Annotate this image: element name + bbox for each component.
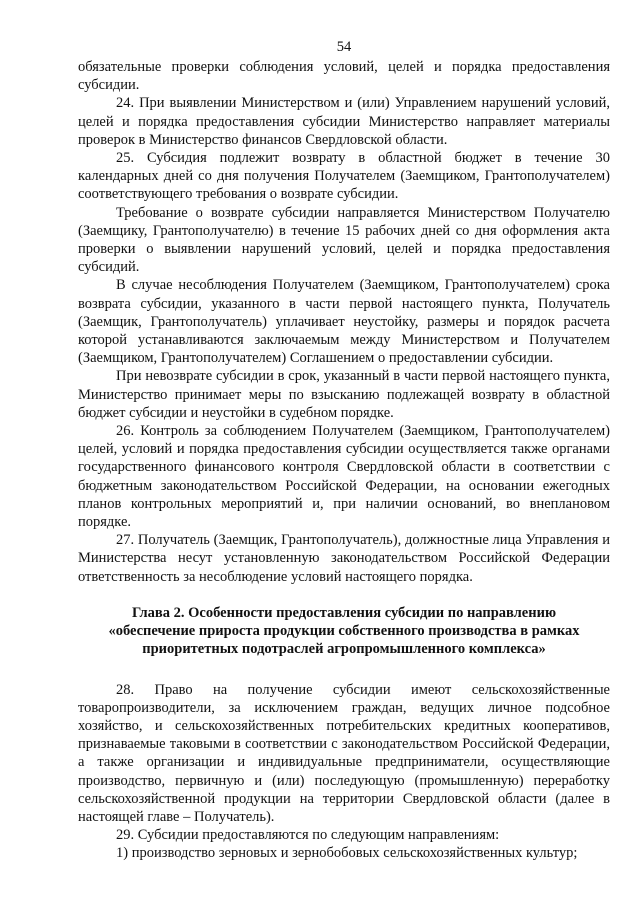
chapter-heading [98,604,590,659]
page-number: 54 [336,39,352,55]
document-page [78,38,610,863]
paragraph: При невозврате субсидии в срок, указанный в части первой настоящего пункта, Министерство принимает меры по взысканию подлежащей возврату в областной бюджет субсидии и неустойки в судебном порядке. [78,368,610,421]
paragraph: обязательные проверки соблюдения условий, целей и порядка предоставления субсидии. [78,59,610,94]
paragraph: 24. При выявлении Министерством и (или) Управлением нарушений условий, целей и порядка предоставления субсидии Министерство направляет материалы проверок в Министерство финансов Свердловской области. [78,95,610,148]
paragraph: В случае несоблюдения Получателем (Заемщиком, Грантополучателем) срока возврата субсидии, указанного в части первой настоящего пункта, Получатель (Заемщик, Грантополучатель) уплачивает неустойку, размеры и порядок расчета которой устанавливаются заключаемым между Министерством и Получателем (Заемщиком, Грантополучателем) Соглашением о предоставлении субсидии. [78,277,610,367]
paragraph: 26. Контроль за соблюдением Получателем (Заемщиком, Грантополучателем) целей, условий и порядка предоставления субсидии осуществляется также органами государственного финансового контроля Свердловской области в соответствии с бюджетным законодательством Российской Федерации, на основании ежегодных планов контрольных мероприятий и, при наличии оснований, во внеплановом порядке. [78,423,610,531]
paragraph: 25. Субсидия подлежит возврату в областной бюджет в течение 30 календарных дней со дня получения Получателем (Заемщиком, Грантополучателем) соответствующего требования о возврате субсидии. [78,150,610,203]
paragraph: 1) производство зерновых и зернобобовых сельскохозяйственных культур; [116,845,578,862]
chapter-heading-line: Глава 2. Особенности предоставления субсидии по направлению [131,604,557,621]
chapter-heading-line: приоритетных подотраслей агропромышленного комплекса» [142,641,546,658]
chapter-heading-line: «обеспечение прироста продукции собственного производства в рамках [108,623,580,640]
paragraph: 28. Право на получение субсидии имеют сельскохозяйственные товаропроизводители, за исключением граждан, ведущих личное подсобное хозяйство, и сельскохозяйственных потребительских кредитных кооперативов, признаваемые таковыми в соответствии с законодательством Российской Федерации, а также организации и индивидуальные предприниматели, осуществляющие производство, первичную и (или) последующую (промышленную) переработку сельскохозяйственной продукции на территории Свердловской области (далее в настоящей главе – Получатель). [78,681,610,825]
paragraph: Требование о возврате субсидии направляется Министерством Получателю (Заемщику, Грантополучателю) в течение 15 рабочих дней со дня оформления акта проверки о выявлении нарушений условий, целей и порядка предоставления субсидий. [78,204,610,276]
paragraph: 29. Субсидии предоставляются по следующим направлениям: [116,827,500,844]
body-before-heading [78,58,610,586]
paragraph: 27. Получатель (Заемщик, Грантополучатель), должностные лица Управления и Министерства несут установленную законодательством Российской Федерации ответственность за несоблюдение условий настоящего порядка. [78,532,610,585]
body-after-heading [78,681,610,863]
